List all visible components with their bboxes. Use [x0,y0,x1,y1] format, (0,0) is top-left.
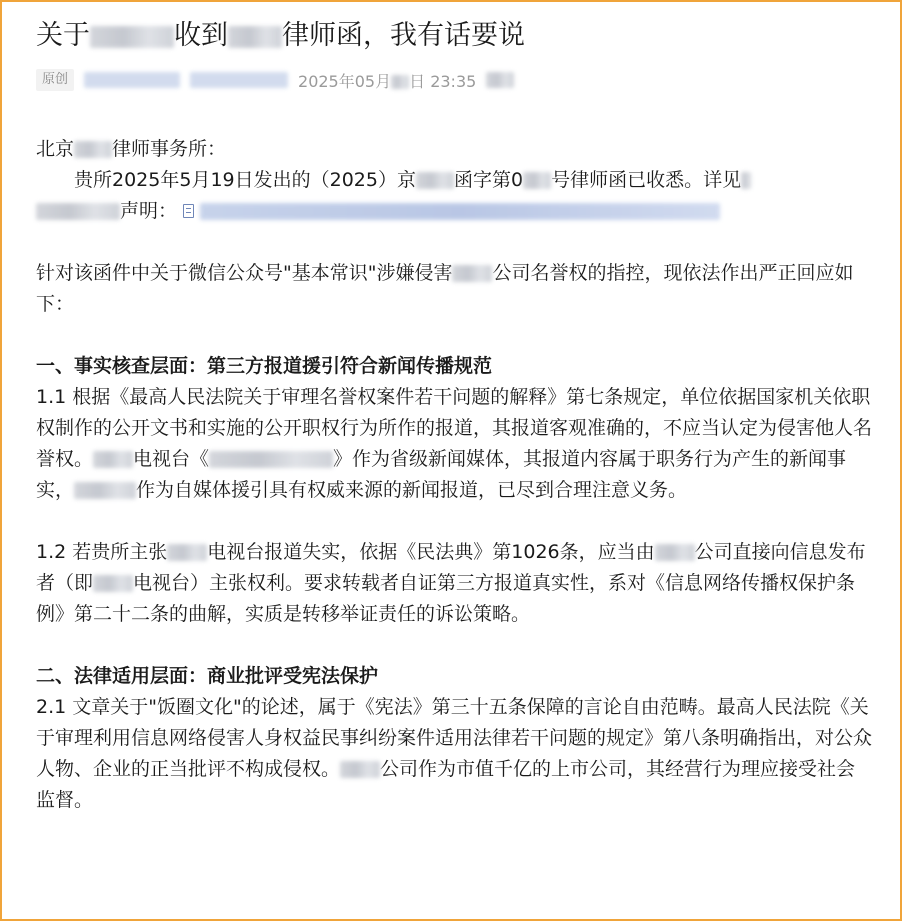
title-middle: 收到 [174,20,228,51]
statement-link[interactable] [200,203,720,220]
redacted-firm-name [74,141,112,158]
redacted-text [741,172,751,189]
redacted-province [93,451,133,468]
title-suffix: 律师函，我有话要说 [282,20,525,51]
section2-heading: 二、法律适用层面：商业批评受宪法保护 [36,665,379,687]
section1-paragraph1: 1.1 根据《最高人民法院关于审理名誉权案件若干问题的解释》第七条规定，单位依据国家机关依职权制作的公开文书和实施的公开职权行为所作的报道，其报道客观准确的，不应当认定为侵害他人名誉权。 电视台《 》作为省级新闻媒体，其报道内容属于职务行为产生的新闻事实， 作为自媒体援引具有权威来源的新闻报道，已尽到合理注意义务。 [36,386,873,501]
redacted-account[interactable] [190,72,288,88]
section2-paragraph1: 2.1 文章关于"饭圈文化"的论述，属于《宪法》第三十五条保障的言论自由范畴。最高人民法院《关于审理利用信息网络侵害人身权益民事纠纷案件适用法律若干问题的规定》第八条明确指出，对公众人物、企业的正当批评不构成侵权。 公司作为市值千亿的上市公司，其经营行为理应接受社会监督。 [36,696,873,811]
redacted-province [167,544,207,561]
response-paragraph: 针对该函件中关于微信公众号"基本常识"涉嫌侵害 公司名誉权的指控，现依法作出严正回应如下： [36,262,854,315]
intro-line2: 声明： [36,196,872,227]
title-prefix: 关于 [36,20,90,51]
article [36,12,872,816]
redacted-company [655,544,695,561]
section1-paragraph2: 1.2 若贵所主张 电视台报道失实，依据《民法典》第1026条，应当由 公司直接向信息发布者（即 电视台）主张权利。要求转载者自证第三方报道真实性，系对《信息网络传播权保护条例》第二十二条的曲解，实质是转移举证责任的诉讼策略。 [36,541,866,625]
redacted-company [452,265,492,282]
salutation: 北京 律师事务所： [36,138,227,160]
original-badge: 原创 [36,69,74,91]
redacted-day [391,75,409,89]
article-meta [36,66,872,94]
redacted-company [340,761,380,778]
intro-paragraph: 贵所2025年5月19日发出的（2025）京 函字第0 号律师函已收悉。详见 [36,165,872,196]
document-icon [183,204,194,218]
redacted-name [228,26,282,48]
redacted-account [74,482,136,499]
redacted-province [93,575,133,592]
article-title [36,12,872,60]
redacted-name [90,26,174,48]
section1-heading: 一、事实核查层面：第三方报道援引符合新闻传播规范 [36,355,493,377]
redacted-code [416,172,454,189]
redacted-company [36,203,120,220]
redacted-location [486,72,514,88]
redacted-author[interactable] [84,72,180,88]
redacted-number [523,172,551,189]
article-body [36,134,872,816]
publish-date: 2025年05月 日 23:35 [298,71,477,91]
redacted-program [209,451,333,468]
